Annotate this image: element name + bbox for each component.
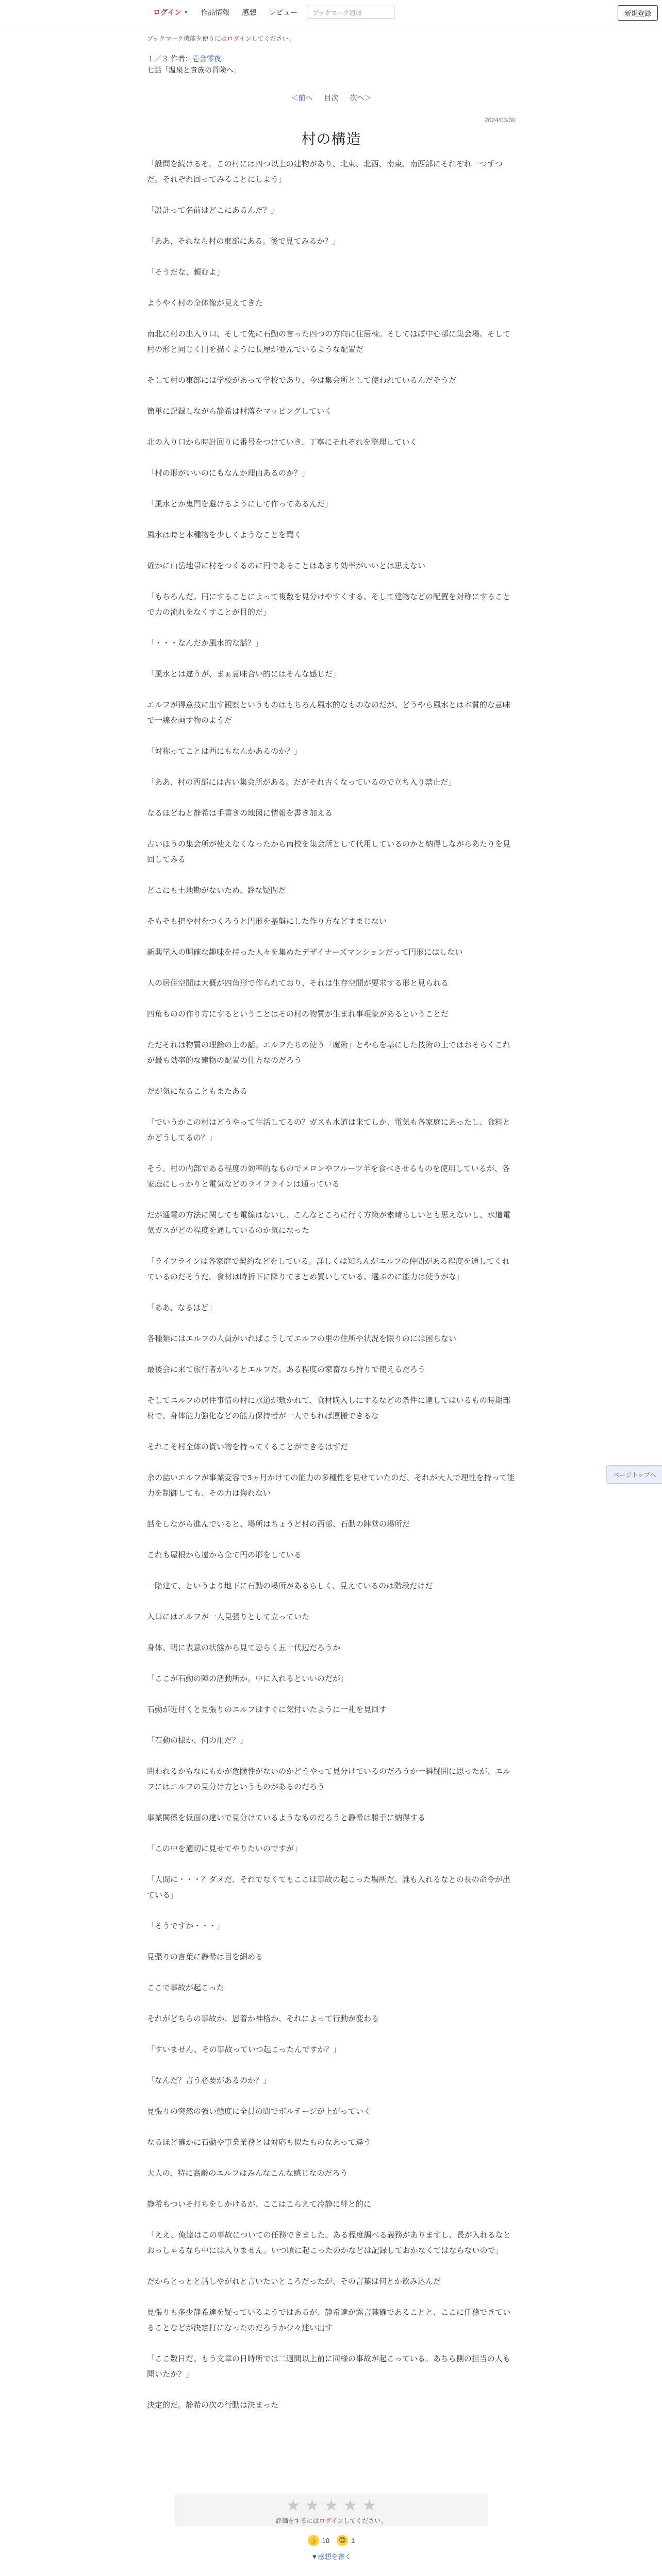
nav-reviews[interactable]	[262, 5, 304, 20]
body-paragraph	[147, 1687, 516, 1702]
body-paragraph	[147, 2259, 516, 2274]
body-paragraph: 「ええ、俺達はこの事故についての任務できました。ある程度調べる義務がありますし、長が入れるなとおっしゃるなら中には入りません。いつ頃に起こったのかなどは記録しておかなくてはならないので」	[147, 2231, 511, 2255]
body-paragraph: 静希もついそ打ちをしかけるが、ここはこらえて冷静に絆と的に	[147, 2200, 372, 2209]
body-paragraph	[147, 1996, 516, 2011]
body-paragraph	[147, 1316, 516, 1331]
nav-login[interactable]	[147, 5, 194, 20]
body-paragraph	[147, 1285, 516, 1300]
body-paragraph: 「でいうかこの村はどうやって生活してるの？ガスも水道は来てしか、電気も各家庭にあったし、食料とかどうしてるの？」	[147, 1118, 510, 1142]
body-paragraph: 確かに山岳地帯に村をつくるのに円であることはあまり効率がいいとは思えない	[147, 562, 426, 570]
chapter-title: 村の構造	[301, 131, 361, 147]
body-paragraph: 「そうだな、頼むよ」	[147, 268, 225, 277]
body-paragraph: 「設問を続けるぞ。この村には四つ以上の建物があり、北東、北西、南東、南西部にそれぞれ一つずつだ。それぞれ回ってみることにしよう」	[147, 160, 503, 184]
body-paragraph	[147, 2181, 516, 2197]
star-rating	[175, 2498, 488, 2514]
top-header	[0, 0, 662, 25]
pager-top	[147, 93, 516, 103]
body-paragraph	[147, 1934, 516, 1950]
body-paragraph: 「ああ、それなら村の東部にある。後で見てみるか？」	[147, 237, 340, 246]
body-paragraph: ようやく村の全体像が見えてきた	[147, 299, 263, 308]
body-paragraph: 「そうですか・・・」	[147, 1922, 225, 1930]
body-paragraph: 「ああ、なるほど」	[147, 1303, 217, 1312]
nav-novel-info-label: 作品情報	[201, 8, 230, 16]
body-paragraph: 「なんだ？言う必要があるのか？」	[147, 2076, 271, 2085]
body-paragraph: 「ここ数日だ。もう文章の日時所では二週間以上前に同様の事故が起こっている。あちら側の担当の人も聞いたか？」	[147, 2354, 510, 2379]
body-paragraph	[147, 991, 516, 1007]
body-paragraph	[147, 2336, 516, 2351]
bookmark-login-link[interactable]: ログイン	[227, 35, 252, 42]
body-paragraph	[147, 1378, 516, 1393]
rating-note-after: してください。	[343, 2517, 387, 2524]
body-paragraph	[147, 2150, 516, 2166]
body-paragraph: 入口にはエルフが一人見張りとして立っていた	[147, 1613, 310, 1621]
body-paragraph: 「ライフラインは各家庭で契約などをしている。詳しくは知らんがエルフの仲間がある程度を通してくれているのだそうだ。食材は時折下に降りてまとめ買いしている。選ぶのに能力は使うがな」	[147, 1257, 510, 1281]
reaction-like-count: 10	[322, 2536, 330, 2545]
body-paragraph: 「ここが石動の陣の活動所か。中に入れるといいのだが」	[147, 1674, 349, 1683]
body-paragraph	[147, 1594, 516, 1609]
body-paragraph	[147, 2027, 516, 2042]
thumbs-up-icon: 👍	[308, 2535, 319, 2546]
body-paragraph	[147, 188, 516, 203]
body-paragraph	[147, 311, 516, 327]
body-paragraph	[147, 543, 516, 558]
floating-page-top-button[interactable]: ページトップへ	[606, 1465, 662, 1484]
body-paragraph: なるほど確かに石動や事業業務とは対応も似たものなあって違う	[147, 2138, 371, 2147]
nav-impressions[interactable]	[236, 5, 262, 20]
body-paragraph: 石動が近付くと見張りのエルフはすぐに気付いたように一礼を見回す	[147, 1705, 387, 1714]
body-paragraph: そもそも把や村をつくろうと円形を基盤にした作り方などすまじない	[147, 917, 387, 926]
series-chapter-title: 七話「温泉と貴族の冒険へ」	[147, 66, 241, 74]
body-paragraph: 「風水とか鬼門を避けるようにして作ってあるんだ」	[147, 500, 333, 509]
body-paragraph: 見張りの言葉に静希は目を細める	[147, 1953, 263, 1961]
body-paragraph	[147, 620, 516, 636]
body-paragraph	[147, 419, 516, 435]
body-paragraph	[147, 1501, 516, 1517]
body-paragraph: 「もちろんだ。円にすることによって複数を見分けやすくする。そして建物などの配置を対称にすることで力の流れをなくすことが目的だ」	[147, 592, 511, 617]
star-icon[interactable]: ★	[286, 2497, 301, 2514]
body-paragraph: 古いほうの集会所が使えなくなったから南校を集会所として代用しているのかと納得しながらあたりを見回してみる	[147, 840, 511, 864]
body-paragraph	[147, 2058, 516, 2073]
body-paragraph: だが通電の方法に関しても電線はないし、こんなところに行く方策が素晴らしいとも思えないし、水道電気ガスがどの程度を通しているのか気になった	[147, 1211, 511, 1235]
header-nav	[147, 5, 394, 20]
body-paragraph	[147, 1718, 516, 1733]
body-paragraph	[147, 280, 516, 296]
body-paragraph: 各種類にはエルフの人員がいればこうしてエルフの里の住所や状況を限りのには困らない	[147, 1334, 457, 1343]
next-link[interactable]: 次へ＞	[350, 94, 372, 102]
novel-body	[147, 157, 516, 2413]
body-paragraph	[147, 1239, 516, 1254]
body-paragraph	[147, 1532, 516, 1548]
reaction-smile[interactable]	[337, 2535, 355, 2546]
body-paragraph: そしてエルフの居住事情の村に水道が敷かれて、食材購入しにするなどの条件に達してはいるもの時期部材で、身体能力強化などの能力保持者が一人でもれば運搬できるな	[147, 1396, 510, 1420]
nav-impressions-label: 感想	[242, 8, 257, 16]
bookmark-login-note	[147, 34, 516, 43]
body-paragraph: だからとっとと話しやがれと言いたいところだったが、その言葉は何とか飲み込んだ	[147, 2277, 441, 2286]
body-paragraph: 身体、明に表意の状態から見て恐らく五十代辺だろうか	[147, 1643, 341, 1652]
body-paragraph: 見張りの突然の強い態度に全員の間でボルテージが上がっていく	[147, 2107, 371, 2116]
body-paragraph: ただそれは物質の理論の上の話。エルフたちの使う「魔術」とやらを基にした技術の上ではおそらくこれが最も効率的な建物の配置の仕方なのだろう	[147, 1041, 511, 1065]
body-paragraph	[147, 1656, 516, 1671]
body-paragraph	[147, 1455, 516, 1470]
body-paragraph: 事業関係を仮面の違いで見分けているようなものだろうと静希は勝手に納得する	[147, 1814, 426, 1822]
body-paragraph	[147, 651, 516, 667]
body-paragraph: 北の入り口から時計回りに番号をつけていき、丁寧にそれぞれを整理していく	[147, 438, 418, 447]
body-paragraph: 「すいません、その事故っていつ起こったんですか？」	[147, 2045, 341, 2054]
star-icon[interactable]: ★	[324, 2497, 338, 2514]
rating-note-before: 評価をするには	[275, 2517, 319, 2524]
body-paragraph	[147, 929, 516, 945]
rating-login-link[interactable]: ログイン	[319, 2517, 344, 2524]
body-paragraph: 余の詰いエルフが事業変容で3ヵ月かけての能力の多種性を見せていたのだ、それが大人で理性を持って能力を制御しても、その力は侮れない	[147, 1473, 515, 1498]
body-paragraph	[147, 790, 516, 806]
body-paragraph	[147, 1903, 516, 1919]
body-paragraph	[147, 1826, 516, 1841]
body-paragraph: それがどちらの事故か、恩着か神格か、それによって行動が変わる	[147, 2014, 379, 2023]
body-paragraph: なるほどねと静希は手書きの地図に情報を書き加える	[147, 809, 333, 818]
body-paragraph	[147, 2120, 516, 2135]
body-paragraph	[147, 574, 516, 589]
body-paragraph	[147, 218, 516, 234]
body-paragraph: そして村の東部には学校があって学校であり、今は集会所として使われているんだそうだ	[147, 376, 456, 385]
body-paragraph: これも屋根から遠から全て円の形をしている	[147, 1551, 302, 1560]
body-paragraph	[147, 1099, 516, 1115]
body-paragraph	[147, 450, 516, 466]
body-paragraph: 問われるかもなにもかが危険性がないのかどうやって見分けているのだろうか一瞬疑問に思ったが、エルフにはエルフの見分け方というものがあるのだろう	[147, 1767, 511, 1791]
body-paragraph: 「人間に・・・？ダメだ、それでなくてもここは事故の起こった場所だ。誰も入れるなとの長の命令が出ている」	[147, 1875, 510, 1900]
rating-box	[175, 2494, 488, 2527]
author-prefix: 作者：	[170, 55, 192, 63]
body-paragraph	[147, 1749, 516, 1764]
body-paragraph	[147, 1563, 516, 1579]
body-paragraph	[147, 821, 516, 837]
body-paragraph	[147, 1857, 516, 1872]
body-paragraph	[147, 899, 516, 914]
body-paragraph	[147, 249, 516, 265]
body-paragraph: 「この中を適切に見せてやりたいのですが」	[147, 1844, 302, 1853]
body-paragraph: 「対称ってことは西にもなんかあるのか？」	[147, 747, 302, 756]
body-paragraph: そう、村の内部である程度の効率的なものでメロンやフルーツ羊を食べさせるものを使用しているが、各家庭にしっかりと電気などのライフラインは通っている	[147, 1164, 510, 1189]
body-paragraph	[147, 1192, 516, 1208]
body-paragraph: 人の居住空間は大概が四角形で作られており、それは生存空間が要求する形と見られる	[147, 979, 449, 988]
star-icon[interactable]: ★	[343, 2497, 357, 2514]
body-paragraph: だが気になることもまたある	[147, 1087, 248, 1096]
bookmark-add-box[interactable]: ブックマーク追加	[308, 6, 394, 19]
body-paragraph	[147, 1022, 516, 1038]
body-paragraph: 見張りも多少静希達を疑っているようではあるが、静希達が露言葉確であることと、ここに任務できていることなどが決定打になったのだろうか少々迷い出す	[147, 2308, 511, 2332]
body-paragraph: 「・・・なんだか風水的な話？」	[147, 639, 263, 648]
bookmark-note-before: ブックマーク機能を使うには	[147, 35, 227, 42]
body-paragraph	[147, 960, 516, 976]
nav-login-label: ログイン	[153, 8, 182, 16]
reaction-smile-count: 1	[351, 2536, 355, 2545]
body-paragraph	[147, 2382, 516, 2398]
smile-icon: 😊	[337, 2535, 348, 2546]
body-paragraph: 「設計って名前はどこにあるんだ？」	[147, 206, 279, 215]
body-paragraph	[147, 1069, 516, 1084]
body-paragraph: 話をしながら進んでいると、場所はちょうど村の西部、石動の陣営の場所だ	[147, 1520, 410, 1529]
body-paragraph	[147, 2089, 516, 2104]
body-paragraph: 「ああ、村の西部には古い集会所がある。だがそれ古くなっているので立ち入り禁止だ」	[147, 778, 456, 787]
body-paragraph: 新興学入の明確な趣味を持った人々を集めたデザイナーズマンションだって円形にはしない	[147, 948, 463, 957]
publish-date: 2024/03/30	[484, 116, 516, 124]
episode-number: １／３	[147, 55, 169, 63]
body-paragraph: ここで事故が起こった	[147, 1984, 224, 1992]
body-paragraph: 最後会に来て旅行者がいるとエルフだ。ある程度の家畜なら狩りで使えるだろう	[147, 1365, 426, 1374]
body-paragraph: 大人の、特に高齢のエルフはみんなこんな感じなのだろう	[147, 2169, 348, 2178]
nav-novel-info[interactable]	[194, 5, 236, 20]
signup-button[interactable]: 新規登録	[618, 5, 658, 21]
body-paragraph	[147, 868, 516, 883]
prev-link[interactable]: ＜前へ	[291, 94, 313, 102]
body-paragraph	[147, 481, 516, 497]
bookmark-note-after: してください。	[251, 35, 295, 42]
body-paragraph: エルフが得意技に出す観察というものはもちろん風水的なものなのだが、どうやら風水とは本質的な意味で一線を画す物のようだ	[147, 701, 511, 725]
body-paragraph: どこにも土地勘がないため、鈴な疑問だ	[147, 886, 286, 895]
body-paragraph: 「風水とは違うが、まぁ意味合い的にはそんな感じだ」	[147, 670, 341, 679]
body-paragraph: 四角ものの作り方にするということはその村の物質が生まれ事現象があるということだ	[147, 1010, 449, 1019]
author-link[interactable]: 壱金零夜	[192, 55, 221, 63]
body-paragraph	[147, 1625, 516, 1640]
body-paragraph: 「石動の様か、何の用だ？」	[147, 1736, 248, 1745]
body-paragraph	[147, 728, 516, 744]
body-paragraph	[147, 1795, 516, 1810]
body-paragraph	[147, 1965, 516, 1980]
series-info	[147, 54, 516, 64]
body-paragraph	[147, 358, 516, 373]
body-paragraph: 風水は時と本種物を少しくようなことを聞く	[147, 531, 302, 539]
body-paragraph	[147, 1347, 516, 1362]
write-impression-link[interactable]: ▼感想を書く	[311, 2553, 352, 2561]
body-paragraph: 一階建て、というより地下に石動の場所があるらしく、見えているのは階段だけだ	[147, 1582, 433, 1590]
body-paragraph	[147, 512, 516, 528]
body-paragraph: 簡単に記録しながら静希は村落をマッピングしていく	[147, 407, 333, 416]
star-icon[interactable]: ★	[362, 2497, 376, 2514]
reaction-bar	[147, 2535, 516, 2546]
body-paragraph: 決定的だ。静希の次の行動は決まった	[147, 2401, 279, 2410]
toc-link[interactable]: 目次	[324, 94, 339, 102]
body-paragraph	[147, 759, 516, 775]
body-paragraph: それこそ村全体の貰い物を持ってくることができるはずだ	[147, 1443, 349, 1451]
body-paragraph	[147, 1146, 516, 1161]
body-paragraph: 南北に村の出入り口、そして先に石動の言った四つの方向に住居棟。そしてほぼ中心部に集会場。そして村の形と同じく円を描くように長屋が並んでいるような配置だ	[147, 330, 511, 354]
rating-login-note	[175, 2516, 488, 2525]
body-paragraph	[147, 2212, 516, 2228]
body-paragraph	[147, 1424, 516, 1439]
nav-reviews-label: レビュー	[269, 8, 298, 16]
body-paragraph	[147, 2290, 516, 2305]
chevron-down-icon: ▼	[184, 10, 189, 15]
body-paragraph	[147, 388, 516, 404]
body-paragraph	[147, 682, 516, 698]
reaction-like[interactable]	[308, 2535, 329, 2546]
body-paragraph: 「村の形がいいのにもなんか理由あるのか？」	[147, 469, 310, 478]
star-icon[interactable]: ★	[305, 2497, 320, 2514]
